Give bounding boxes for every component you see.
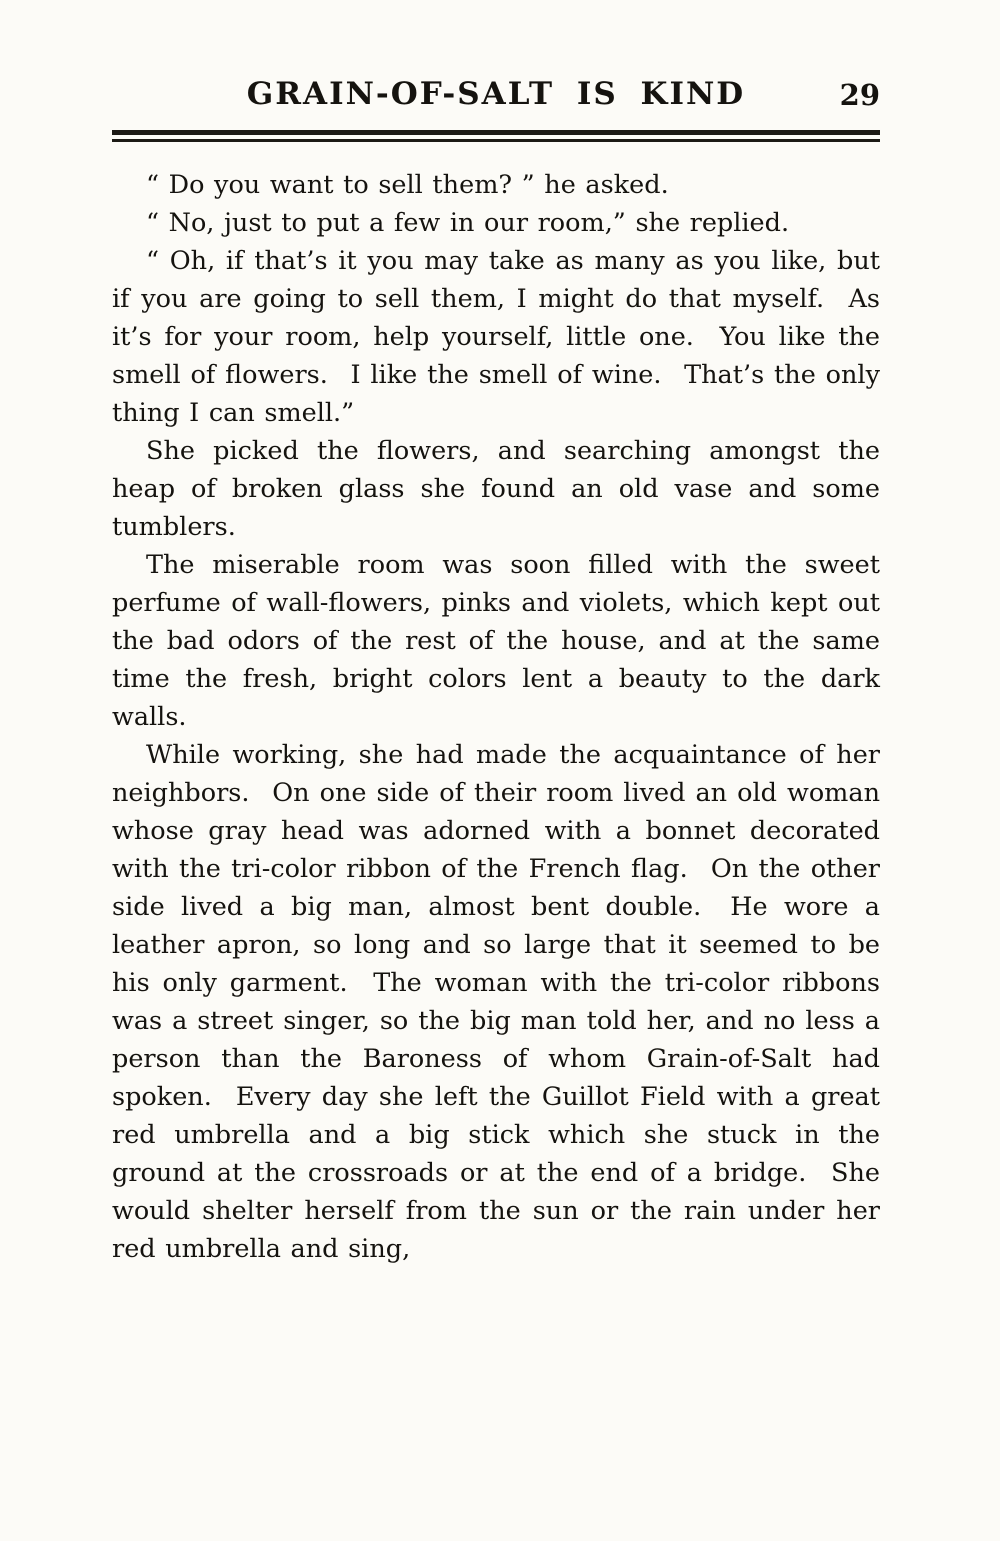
paragraph: While working, she had made the acquaintance of her neighbors. On one side of their room lived an old woman whose gray head was adorned with a bonnet decorated with the tri-color ribbon of the French flag. On the other side lived a big man, almost bent double. He wore a leather apron, so long and so large that it seemed to be his only garment. The woman with the tri-color ribbons was a street singer, so the big man told her, and no less a person than the Baroness of whom Grain-of-Salt had spoken. Every day she left the Guillot Field with a great red umbrella and a big stick which she stuck in the ground at the crossroads or at the end of a bridge. She would shelter herself from the sun or the rain under her red umbrella and sing, [112,740,880,1264]
paragraph: She picked the flowers, and searching amongst the heap of broken glass she found an old vase and some tumblers. [112,436,880,542]
header-divider [112,130,880,142]
page-header [112,76,880,120]
page-number: 29 [839,78,880,112]
paragraph: “ No, just to put a few in our room,” she replied. [146,208,790,238]
paragraph: “ Do you want to sell them? ” he asked. [146,170,669,200]
paragraph: “ Oh, if that’s it you may take as many as you like, but if you are going to sell them, I might do that myself. As it’s for your room, help yourself, little one. You like the smell of flowers. I like the smell of wine. That’s the only thing I can smell.” [112,246,880,428]
paragraph: The miserable room was soon filled with the sweet perfume of wall-flowers, pinks and violets, which kept out the bad odors of the rest of the house, and at the same time the fresh, bright colors lent a beauty to the dark walls. [112,550,880,732]
running-title: GRAIN-OF-SALT IS KIND [246,76,746,112]
page-body [112,166,880,1268]
